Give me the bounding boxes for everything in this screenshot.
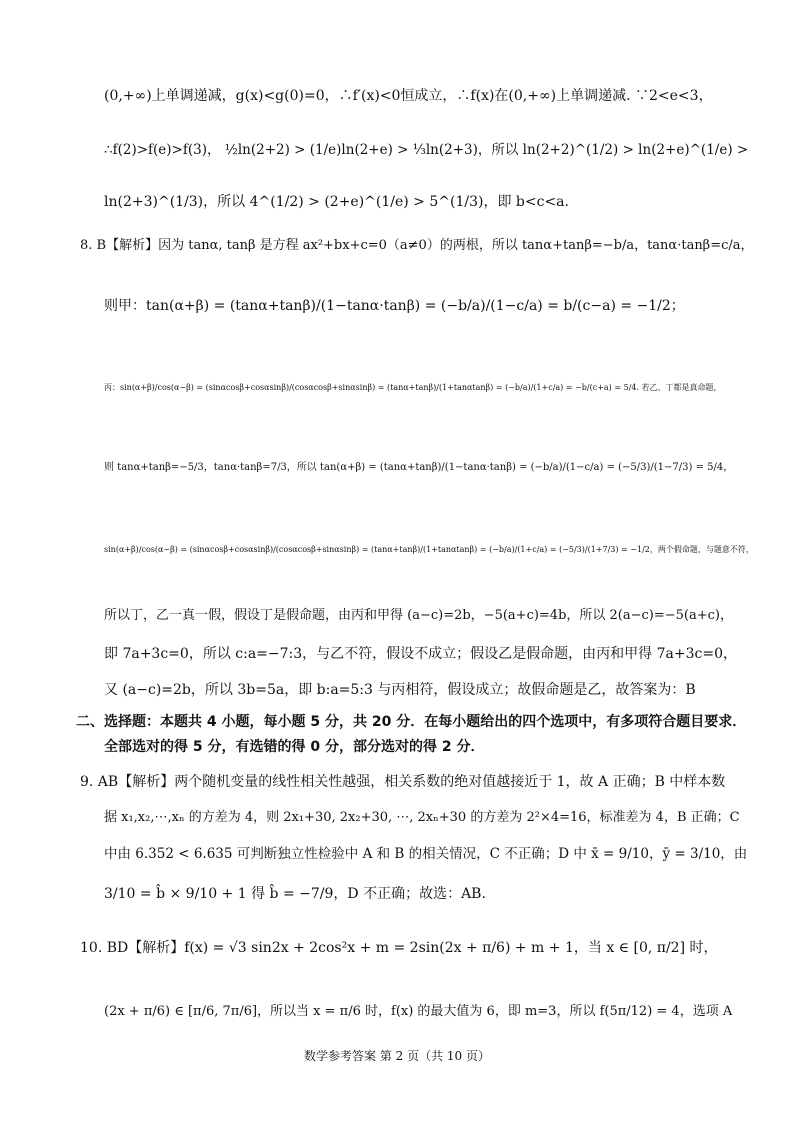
text-line: 则 tanα+tanβ=−5/3，tanα·tanβ=7/3，所以 tan(α+β) = (tanα+tanβ)/(1−tanα·tanβ) = (−b/a)/(1−c/a) = (−5/3)/(1−7/3) = 5/4， bbox=[104, 462, 734, 473]
text-line: (2x + π/6) ∈ [π/6, 7π/6]，所以当 x = π/6 时，f(x) 的最大值为 6，即 m=3，所以 f(5π/12) = 4，选项 A bbox=[104, 1004, 733, 1019]
text-line: 即 7a+3c=0，所以 c:a=−7:3，与乙不符，假设不成立；假设乙是假命题，由丙和甲得 7a+3c=0， bbox=[104, 646, 737, 662]
text-line: 10. BD【解析】f(x) = √3 sin2x + 2cos²x + m = 2sin(2x + π/6) + m + 1，当 x ∈ [0, π/2] 时， bbox=[80, 940, 718, 956]
page-footer: 数学参考答案 第 2 页（共 10 页） bbox=[304, 1049, 490, 1063]
text-line: 丙：sin(α+β)/cos(α−β) = (sinαcosβ+cosαsinβ)/(cosαcosβ+sinαsinβ) = (tanα+tanβ)/(1+tanαtanβ) = (−b/a)/(1+c/a) = −b/(c+a) = 5/4. 若乙、丁都是真命题， bbox=[104, 383, 722, 392]
text-line: (0,+∞)上单调递减，g(x)<g(0)=0，∴f′(x)<0恒成立，∴f(x)在(0,+∞)上单调递减. ∵2<e<3， bbox=[104, 88, 713, 104]
text-line: sin(α+β)/cos(α−β) = (sinαcosβ+cosαsinβ)/(cosαcosβ+sinαsinβ) = (tanα+tanβ)/(1+tanαtanβ) = (−b/a)/(1+c/a) = (−5/3)/(1+7/3) = −1/2，两个假命题，与题意不符， bbox=[104, 545, 754, 554]
text-line: 8. B【解析】因为 tanα, tanβ 是方程 ax²+bx+c=0（a≠0）的两根，所以 tanα+tanβ=−b/a，tanα·tanβ=c/a， bbox=[80, 238, 754, 253]
text-line: 又 (a−c)=2b，所以 3b=5a，即 b:a=5:3 与丙相符，假设成立；故假命题是乙，故答案为：B bbox=[104, 682, 696, 698]
text-line: ln(2+3)^(1/3)，所以 4^(1/2) > (2+e)^(1/e) > 5^(1/3)，即 b<c<a. bbox=[104, 194, 569, 210]
text-line: 所以丁，乙一真一假，假设丁是假命题，由丙和甲得 (a−c)=2b，−5(a+c)=4b，所以 2(a−c)=−5(a+c)， bbox=[104, 608, 733, 623]
text-line: 3/10 = b̂ × 9/10 + 1 得 b̂ = −7/9，D 不正确；故选：AB. bbox=[104, 886, 486, 902]
text-line: ∴f(2)>f(e)>f(3)， ½ln(2+2) > (1/e)ln(2+e) > ⅓ln(2+3)，所以 ln(2+2)^(1/2) > ln(2+e)^(1/e) > bbox=[104, 142, 749, 158]
text-line: 9. AB【解析】两个随机变量的线性相关性越强，相关系数的绝对值越接近于 1，故 A 正确；B 中样本数 bbox=[80, 774, 726, 790]
text-line: 则甲：tan(α+β) = (tanα+tanβ)/(1−tanα·tanβ) = (−b/a)/(1−c/a) = b/(c−a) = −1/2； bbox=[104, 298, 685, 314]
section-heading: 全部选对的得 5 分，有选错的得 0 分，部分选对的得 2 分． bbox=[104, 739, 485, 755]
text-line: 中由 6.352 < 6.635 可判断独立性检验中 A 和 B 的相关情况，C 不正确；D 中 x̄ = 9/10，ȳ = 3/10，由 bbox=[104, 846, 748, 862]
section-heading: 二、选择题：本题共 4 小题，每小题 5 分，共 20 分．在每小题给出的四个选项中，有多项符合题目要求． bbox=[76, 714, 747, 730]
text-line: 据 x₁,x₂,⋯,xₙ 的方差为 4，则 2x₁+30, 2x₂+30, ⋯, 2xₙ+30 的方差为 2²×4=16，标准差为 4，B 正确；C bbox=[104, 810, 740, 825]
